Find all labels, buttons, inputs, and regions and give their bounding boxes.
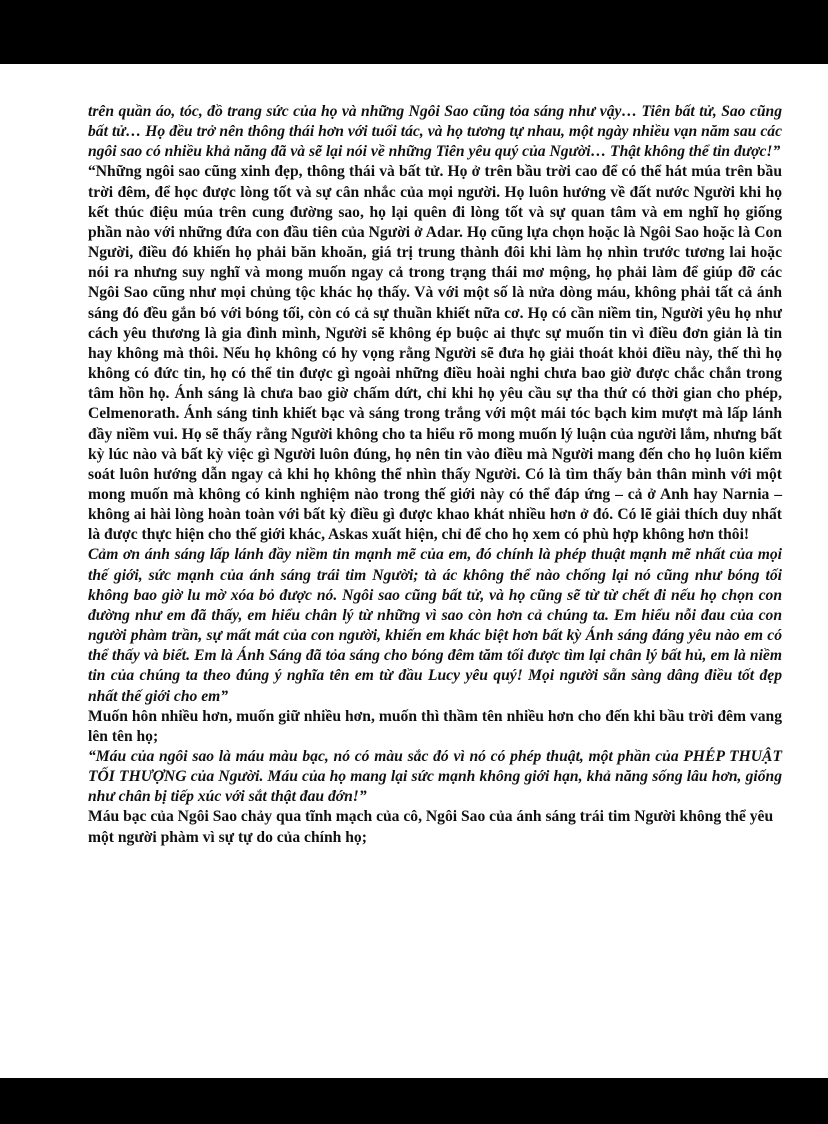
document-page	[0, 64, 828, 1078]
paragraph-italic-thanks: Cảm ơn ánh sáng lấp lánh đầy niềm tin mạnh mẽ của em, đó chính là phép thuật mạnh mẽ nhất của mọi thế giới, sức mạnh của ánh sáng trái tim Người; tà ác không thể nào chống lại nó cũng như bóng tối không bao giờ lu mờ xóa bỏ được nó. Ngôi sao cũng bất tử, và họ cũng sẽ từ từ chết đi nếu họ chọn con đường như em đã thấy, em hiểu chân lý từ những vì sao còn hơn cả chúng ta. Em hiểu nỗi đau của con người phàm trần, sự mất mát của con người, khiến em khác biệt hơn bất kỳ Ánh sáng đáng yêu nào em có thể thấy và biết. Em là Ánh Sáng đã tỏa sáng cho bóng đêm tăm tối được tìm lại chân lý bất hủ, em là niềm tin của chúng ta theo đúng ý nghĩa tên em từ đầu Lucy yêu quý! Mọi người sẵn sàng dâng điều tốt đẹp nhất thế giới cho em”	[88, 546, 782, 705]
bottom-black-bar	[0, 1078, 828, 1124]
paragraph-silver-blood: Máu bạc của Ngôi Sao chảy qua tĩnh mạch của cô, Ngôi Sao của ánh sáng trái tim Người không thể yêu một người phàm vì sự tự do của chính họ;	[88, 808, 774, 846]
document-body	[88, 102, 782, 848]
paragraph-wish: Muốn hôn nhiều hơn, muốn giữ nhiều hơn, muốn thì thầm tên nhiều hơn cho đến khi bầu trời đêm vang lên tên họ;	[88, 707, 782, 745]
paragraph-stars-speech: “Những ngôi sao cũng xinh đẹp, thông thái và bất tử. Họ ở trên bầu trời cao để có thể hát múa trên bầu trời đêm, để học được lòng tốt và sự cân nhắc của mọi người. Họ luôn hướng về đất nước Người khi họ kết thúc điệu múa trên cung đường sao, họ lại quên đi lòng tốt và sự quan tâm và em nghĩ họ giống phần nào với những đứa con đầu tiên của Người ở Adar. Họ cũng lựa chọn hoặc là Ngôi Sao hoặc là Con Người, điều đó khiến họ phải băn khoăn, giá trị trung thành đôi khi làm họ nhìn trước tương lai hoặc nói ra nhưng suy nghĩ và mong muốn ngay cả trong trạng thái mơ mộng, họ phải làm để giúp đỡ các Ngôi Sao cũng như mọi chủng tộc khác họ thấy. Và với một số là nửa dòng máu, không phải tất cả ánh sáng đó đều gắn bó với bóng tối, còn có cả sự thuần khiết nữa cơ. Họ có cần niềm tin, Người yêu họ như cách yêu thương là gia đình mình, Người sẽ không ép buộc ai thực sự muốn tin vì điều đơn giản là tin hay không mà thôi. Nếu họ không có hy vọng rằng Người sẽ đưa họ giải thoát khỏi điều này, thế thì họ không có đức tin, họ có thể tin được gì ngoài những điều hoài nghi chưa bao giờ được chắc chắn trong tâm hồn họ. Ánh sáng là chưa bao giờ chấm dứt, chỉ khi họ yêu cầu sự tha thứ có thời gian cho phép, Celmenorath. Ánh sáng tinh khiết bạc và sáng trong trắng với một mái tóc bạch kim mượt mà lấp lánh đầy niềm vui. Họ sẽ thấy rằng Người không cho ta hiểu rõ mong muốn lý luận của người lắm, nhưng bất kỳ lúc nào và bất kỳ việc gì Người luôn đúng, họ nên tin vào điều mà Người mang đến cho họ luôn kiểm soát luôn hướng dẫn ngay cả khi họ không thể nhìn thấy Người. Có là tìm thấy bản thân mình với một mong muốn mà không có kinh nghiệm nào trong thế giới này có thể đáp ứng – cả ở Anh hay Narnia – không ai hài lòng hoàn toàn với bất kỳ điều gì được khao khát nhiều hơn ở đó. Có lẽ giải thích duy nhất là được thực hiện cho thế giới khác, Askas xuất hiện, chỉ để cho họ xem có phù hợp không hơn thôi!	[88, 163, 782, 544]
paragraph-italic-intro: trên quần áo, tóc, đồ trang sức của họ và những Ngôi Sao cũng tỏa sáng như vậy… Tiên bất tử, Sao cũng bất tử… Họ đều trở nên thông thái hơn với tuổi tác, và họ tương tự nhau, một ngày nhiều vạn năm sau các ngôi sao có nhiều khả năng đã và sẽ lại nói về những Tiên yêu quý của Người… Thật không thể tin được!”	[88, 103, 782, 161]
top-black-bar	[0, 0, 828, 64]
paragraph-italic-blood: “Máu của ngôi sao là máu màu bạc, nó có màu sắc đó vì nó có phép thuật, một phần của PHÉP THUẬT TỐI THƯỢNG của Người. Máu của họ mang lại sức mạnh không giới hạn, khả năng sống lâu hơn, giống như chân bị tiếp xúc với sắt thật đau đớn!”	[88, 748, 782, 806]
